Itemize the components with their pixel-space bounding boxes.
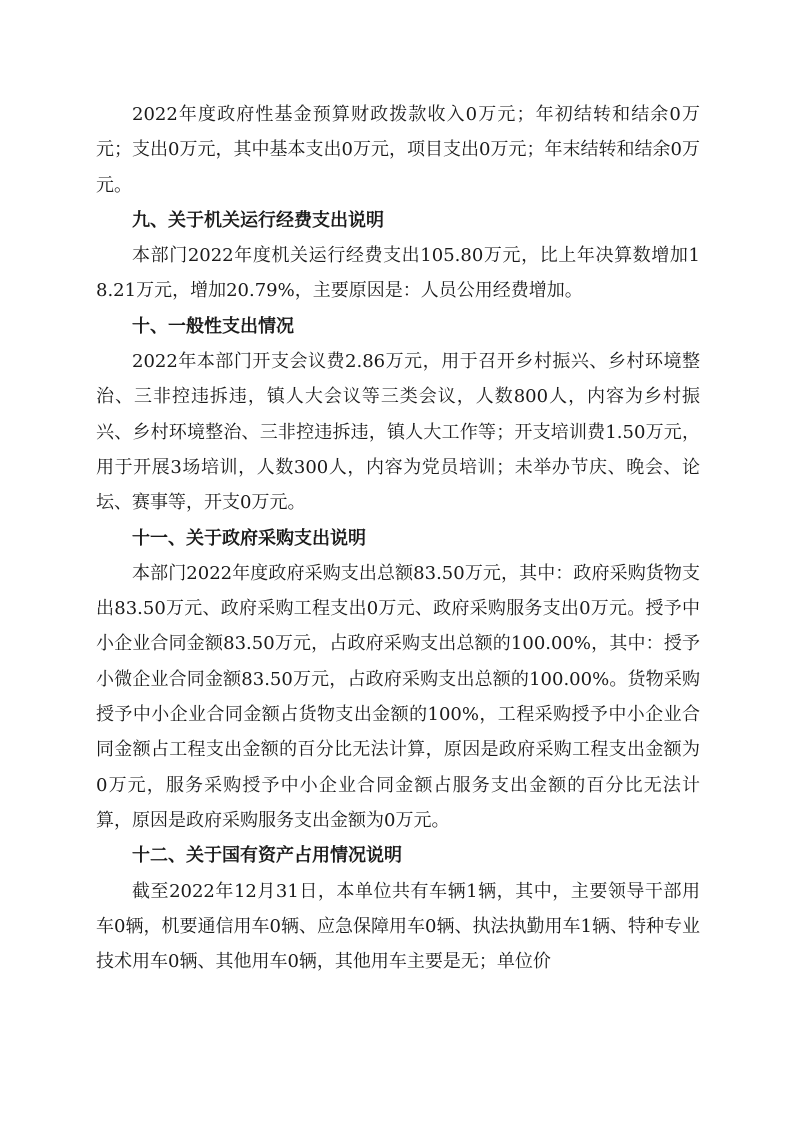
- paragraph-operating-expenses: 本部门2022年度机关运行经费支出105.80万元，比上年决算数增加18.21万元，增加20.79%，主要原因是：人员公用经费增加。: [96, 245, 700, 302]
- paragraph-general-expenditure: 2022年本部门开支会议费2.86万元，用于召开乡村振兴、乡村环境整治、三非控违拆违，镇人大会议等三类会议，人数800人，内容为乡村振兴、乡村环境整治、三非控违拆违，镇人大工作等；开支培训费1.50万元，用于开展3场培训，人数300人，内容为党员培训；未举办节庆、晚会、论坛、赛事等，开支0万元。: [96, 351, 700, 514]
- heading-section-9-operating-expenses: 九、关于机关运行经费支出说明: [132, 209, 384, 231]
- heading-section-12-state-assets: 十二、关于国有资产占用情况说明: [132, 845, 402, 867]
- paragraph-government-procurement: 本部门2022年度政府采购支出总额83.50万元，其中：政府采购货物支出83.50万元、政府采购工程支出0万元、政府采购服务支出0万元。授予中小企业合同金额83.50万元，占政府采购支出总额的100.00%，其中：授予小微企业合同金额83.50万元，占政府采购支出总额的100.00%。货物采购授予中小企业合同金额占货物支出金额的100%，工程采购授予中小企业合同金额占工程支出金额的百分比无法计算，原因是政府采购工程支出金额为0万元，服务采购授予中小企业合同金额占服务支出金额的百分比无法计算，原因是政府采购服务支出金额为0万元。: [96, 562, 700, 831]
- document-page: [96, 97, 700, 979]
- heading-section-10-general-expenditure: 十、一般性支出情况: [132, 315, 294, 337]
- paragraph-state-assets: 截至2022年12月31日，本单位共有车辆1辆，其中，主要领导干部用车0辆，机要通信用车0辆、应急保障用车0辆、执法执勤用车1辆、特种专业技术用车0辆、其他用车0辆，其他用车主要是无；单位价: [96, 880, 700, 973]
- heading-section-11-government-procurement: 十一、关于政府采购支出说明: [132, 527, 366, 549]
- paragraph-government-fund-budget: 2022年度政府性基金预算财政拨款收入0万元；年初结转和结余0万元；支出0万元，其中基本支出0万元，项目支出0万元；年末结转和结余0万元。: [96, 104, 700, 196]
